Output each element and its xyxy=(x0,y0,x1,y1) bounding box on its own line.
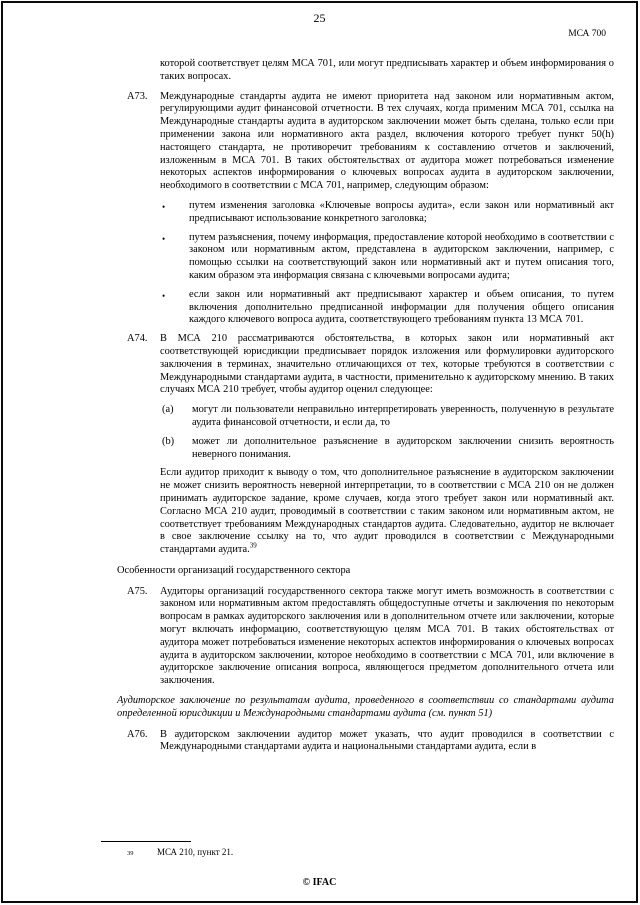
list-item-label: (b) xyxy=(162,435,175,447)
page-footer: © IFAC xyxy=(302,877,337,888)
paragraph-a74 xyxy=(117,333,614,397)
list-item-a xyxy=(162,404,614,430)
paragraph-a76 xyxy=(117,729,614,755)
bullet-item xyxy=(162,289,614,327)
bullet-icon: • xyxy=(162,201,166,212)
bullet-text: путем изменения заголовка «Ключевые вопросы аудита», если закон или нормативный акт предписывают использование конкретного заголовка; xyxy=(189,199,614,224)
bullet-text: если закон или нормативный акт предписывают характер и объем описания, то путем включения дополнительно предписанной информации для получения общего описания каждого ключевого вопроса аудита, соответствующего требованиям пункта 13 МСА 701. xyxy=(189,288,614,326)
paragraph-label: А73. xyxy=(127,90,148,102)
footnote xyxy=(101,847,233,859)
paragraph-a73 xyxy=(117,91,614,193)
standard-reference: МСА 700 xyxy=(568,29,606,39)
bullet-icon: • xyxy=(162,290,166,301)
bullet-item xyxy=(162,200,614,226)
paragraph-text: В МСА 210 рассматриваются обстоятельства, в которых закон или нормативный акт соответствующей юрисдикции предписывает порядок изложения или формулировки аудиторского заключения в терминах, значительно отличающихся от тех, которые требуются в соответствии с Международными стандартами аудита, в частности, применительно к аудиторскому мнению. В таких случаях МСА 210 требует, чтобы аудитор оценил следующее: xyxy=(160,333,614,396)
footnote-reference: 39 xyxy=(249,541,257,550)
paragraph-label: А76. xyxy=(127,728,148,740)
continued-paragraph: которой соответствует целям МСА 701, или могут предписывать характер и объем информирования о таких вопросах. xyxy=(160,58,614,82)
footnote-marker: 39 xyxy=(127,850,134,857)
paragraph-a75 xyxy=(117,586,614,688)
list-item-text: могут ли пользователи неправильно интерпретировать уверенность, полученную в результате аудита финансовой отчетности, и если да, то xyxy=(192,404,614,428)
section-heading: Особенности организаций государственного сектора xyxy=(117,564,351,576)
footnote-separator xyxy=(101,841,191,842)
list-item-text: может ли дополнительное разъяснение в аудиторском заключении снизить вероятность неверного понимания. xyxy=(192,435,614,460)
paragraph-text: Аудиторы организаций государственного сектора также могут иметь возможность в соответствии с законом или нормативным актом предоставлять общедоступные отчеты и заключения по некоторым вопросам в рамках аудиторского заключения или в дополнительном отчете или заключении, которые могут включать информацию, соответствующую целям МСА 701. В таких обстоятельствах от аудитора может потребоваться изменение некоторых аспектов информирования о ключевых вопросах аудита в аудиторском заключении, которое необходимо в соответствии с МСА 701, или включение в аудиторское заключение описания вопроса, являющегося предметом дополнительного отчета или заключения. xyxy=(160,585,614,687)
paragraph-a74-closing xyxy=(160,467,614,557)
document-page xyxy=(1,1,638,903)
footnote-area xyxy=(101,841,233,859)
subsection-heading: Аудиторское заключение по результатам аудита, проведенного в соответствии со стандартами аудита определенной юрисдикции и Международными стандартами аудита (см. пункт 51) xyxy=(117,695,614,719)
paragraph-text: В аудиторском заключении аудитор может указать, что аудит проводился в соответствии с Международными стандартами аудита и национальными стандартами аудита, если в xyxy=(160,728,614,753)
footnote-text: МСА 210, пункт 21. xyxy=(157,847,234,857)
paragraph-label: А75. xyxy=(127,585,148,597)
paragraph-label: А74. xyxy=(127,333,148,345)
paragraph-text: Если аудитор приходит к выводу о том, что дополнительное разъяснение в аудиторском заключении не может снизить вероятность неверной интерпретации, то в соответствии с МСА 210 он не должен принимать аудиторское задание, кроме случаев, когда этого требует закон или нормативный акт. Согласно МСА 210 аудит, проводимый в соответствии с таким законом или нормативным актом, не соответствует требованиям Международных стандартов аудита. Следовательно, аудитор не включает в свое заключение ссылку на то, что аудит проводился в соответствии с Международными стандартами аудита. xyxy=(160,467,614,556)
list-item-b xyxy=(162,436,614,462)
bullet-icon: • xyxy=(162,233,166,244)
bullet-item xyxy=(162,232,614,283)
document-body xyxy=(117,58,614,761)
bullet-text: путем разъяснения, почему информация, предоставление которой необходимо в соответствии с законом или нормативным актом, представлена в аудиторском заключении, например, с помощью ссылки на соответствующий закон или нормативный акт и путем описания того, каким образом эта информация связана с ключевыми вопросами аудита; xyxy=(189,231,614,281)
paragraph-text: Международные стандарты аудита не имеют приоритета над законом или нормативным актом, регулирующими аудит финансовой отчетности. В тех случаях, когда применим МСА 701, ссылка на Международные стандарты аудита в аудиторском заключении может быть сделана, только если при применении закона или нормативного акта раздел, включения которого требует пункт 50(h) настоящего стандарта, не противоречит требованиям к составлению отчетов и заключений, изложенным в МСА 701. В таких обстоятельствах от аудитора может потребоваться изменение некоторых аспектов информирования о ключевых вопросах аудита в аудиторском заключении, необходимого в соответствии с МСА 701, например, следующим образом: xyxy=(160,90,614,192)
page-number: 25 xyxy=(313,11,326,25)
list-item-label: (a) xyxy=(162,404,174,416)
